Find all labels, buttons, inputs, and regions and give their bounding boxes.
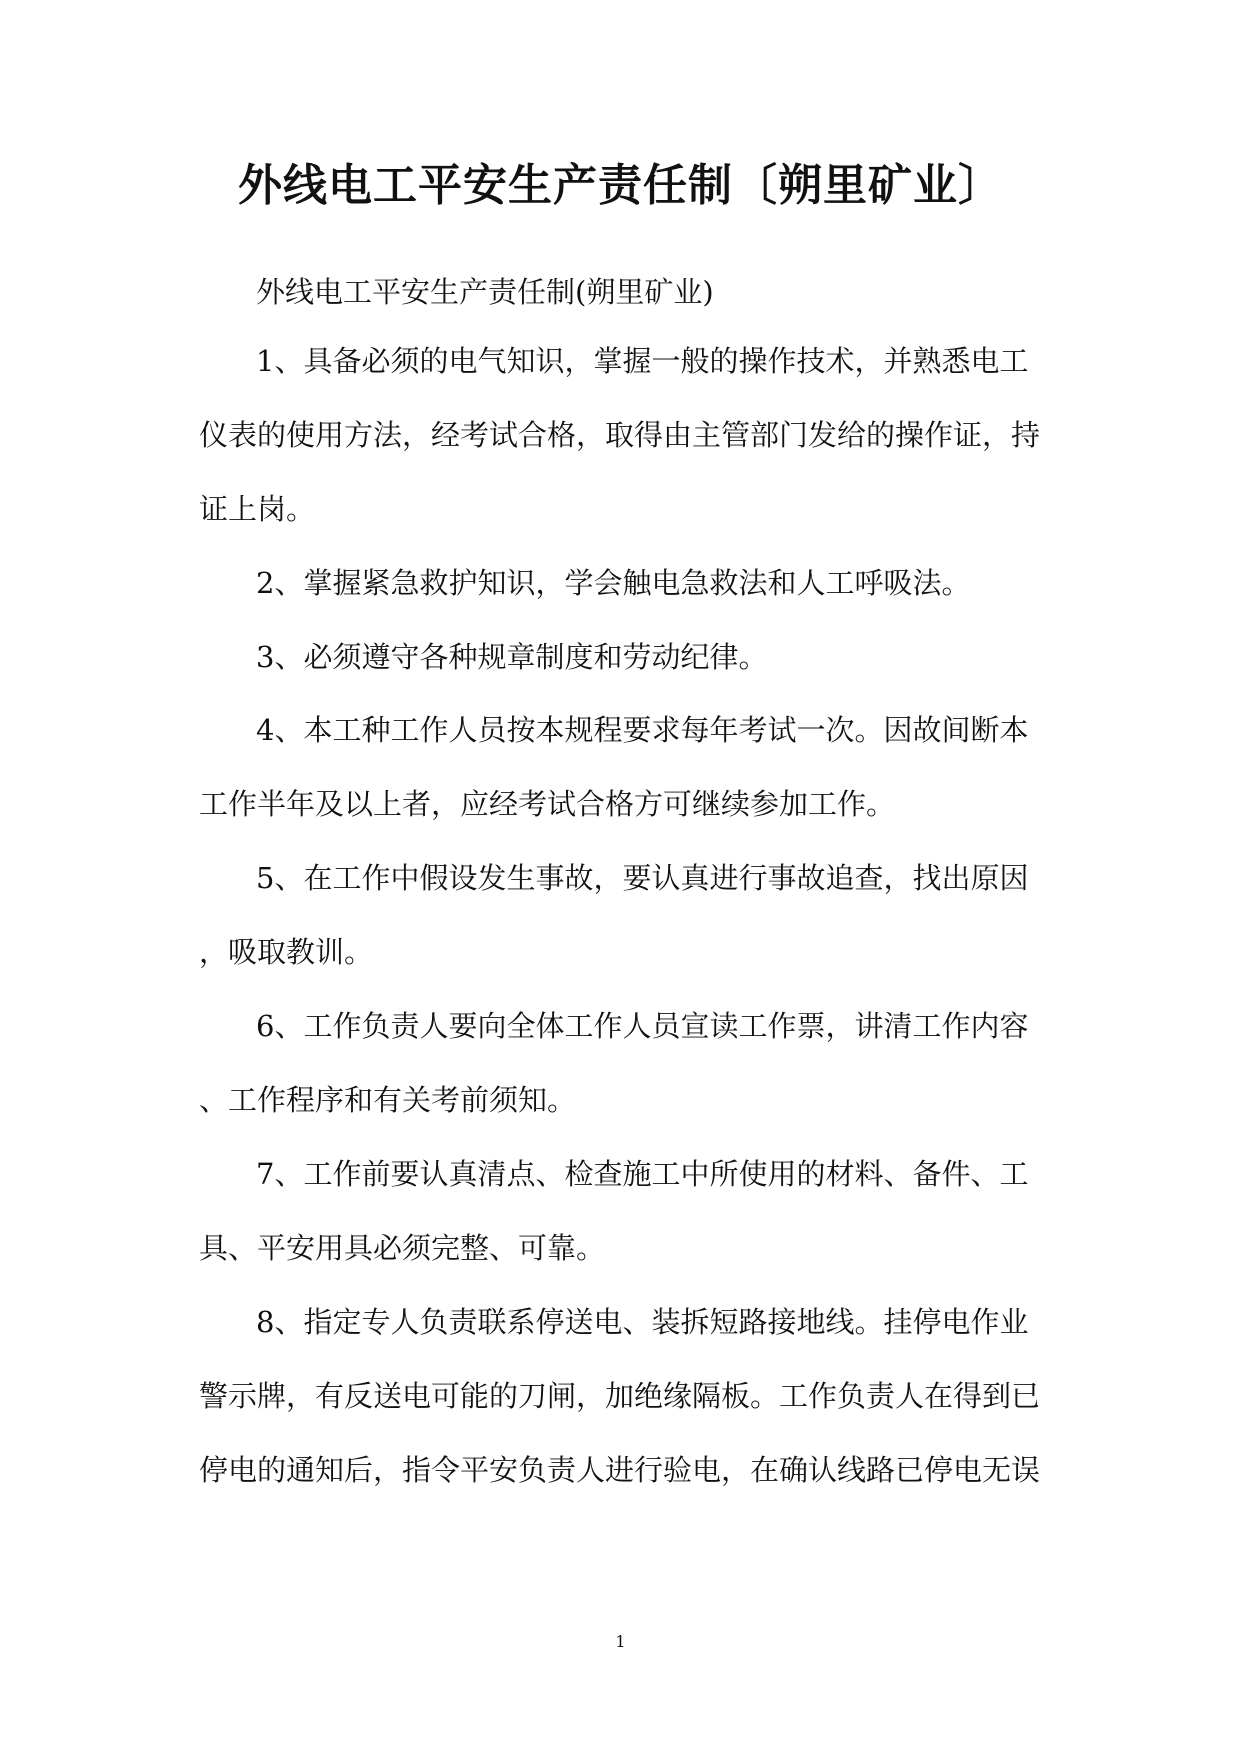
paragraph-7-line-2: 具、平安用具必须完整、可靠。 [199,1231,606,1265]
subtitle-line: 外线电工平安生产责任制(朔里矿业) [256,275,714,309]
paragraph-8-line-3: 停电的通知后，指令平安负责人进行验电，在确认线路已停电无误 [199,1453,1041,1487]
paragraph-3-line-1: 3、必须遵守各种规章制度和劳动纪律。 [256,640,768,674]
paragraph-2-line-1: 2、掌握紧急救护知识，学会触电急救法和人工呼吸法。 [256,566,971,600]
paragraph-1-line-3: 证上岗。 [199,492,316,526]
paragraph-1-line-2: 仪表的使用方法，经考试合格，取得由主管部门发给的操作证，持 [199,418,1041,452]
paragraph-4-line-1: 4、本工种工作人员按本规程要求每年考试一次。因故间断本 [256,713,1029,747]
paragraph-6-line-1: 6、工作负责人要向全体工作人员宣读工作票，讲清工作内容 [256,1009,1029,1043]
paragraph-1-line-1: 1、具备必须的电气知识，掌握一般的操作技术，并熟悉电工 [256,344,1029,378]
paragraph-4-line-2: 工作半年及以上者，应经考试合格方可继续参加工作。 [199,787,896,821]
paragraph-6-line-2: 、工作程序和有关考前须知。 [199,1083,577,1117]
paragraph-5-line-1: 5、在工作中假设发生事故，要认真进行事故追查，找出原因 [256,861,1029,895]
paragraph-8-line-2: 警示牌，有反送电可能的刀闸，加绝缘隔板。工作负责人在得到已 [199,1379,1041,1413]
paragraph-7-line-1: 7、工作前要认真清点、检查施工中所使用的材料、备件、工 [256,1157,1029,1191]
paragraph-8-line-1: 8、指定专人负责联系停送电、装拆短路接地线。挂停电作业 [256,1305,1029,1339]
paragraph-5-line-2: ，吸取教训。 [199,935,374,969]
document-title: 外线电工平安生产责任制〔朔里矿业〕 [238,160,1003,211]
page-number: 1 [615,1632,626,1651]
